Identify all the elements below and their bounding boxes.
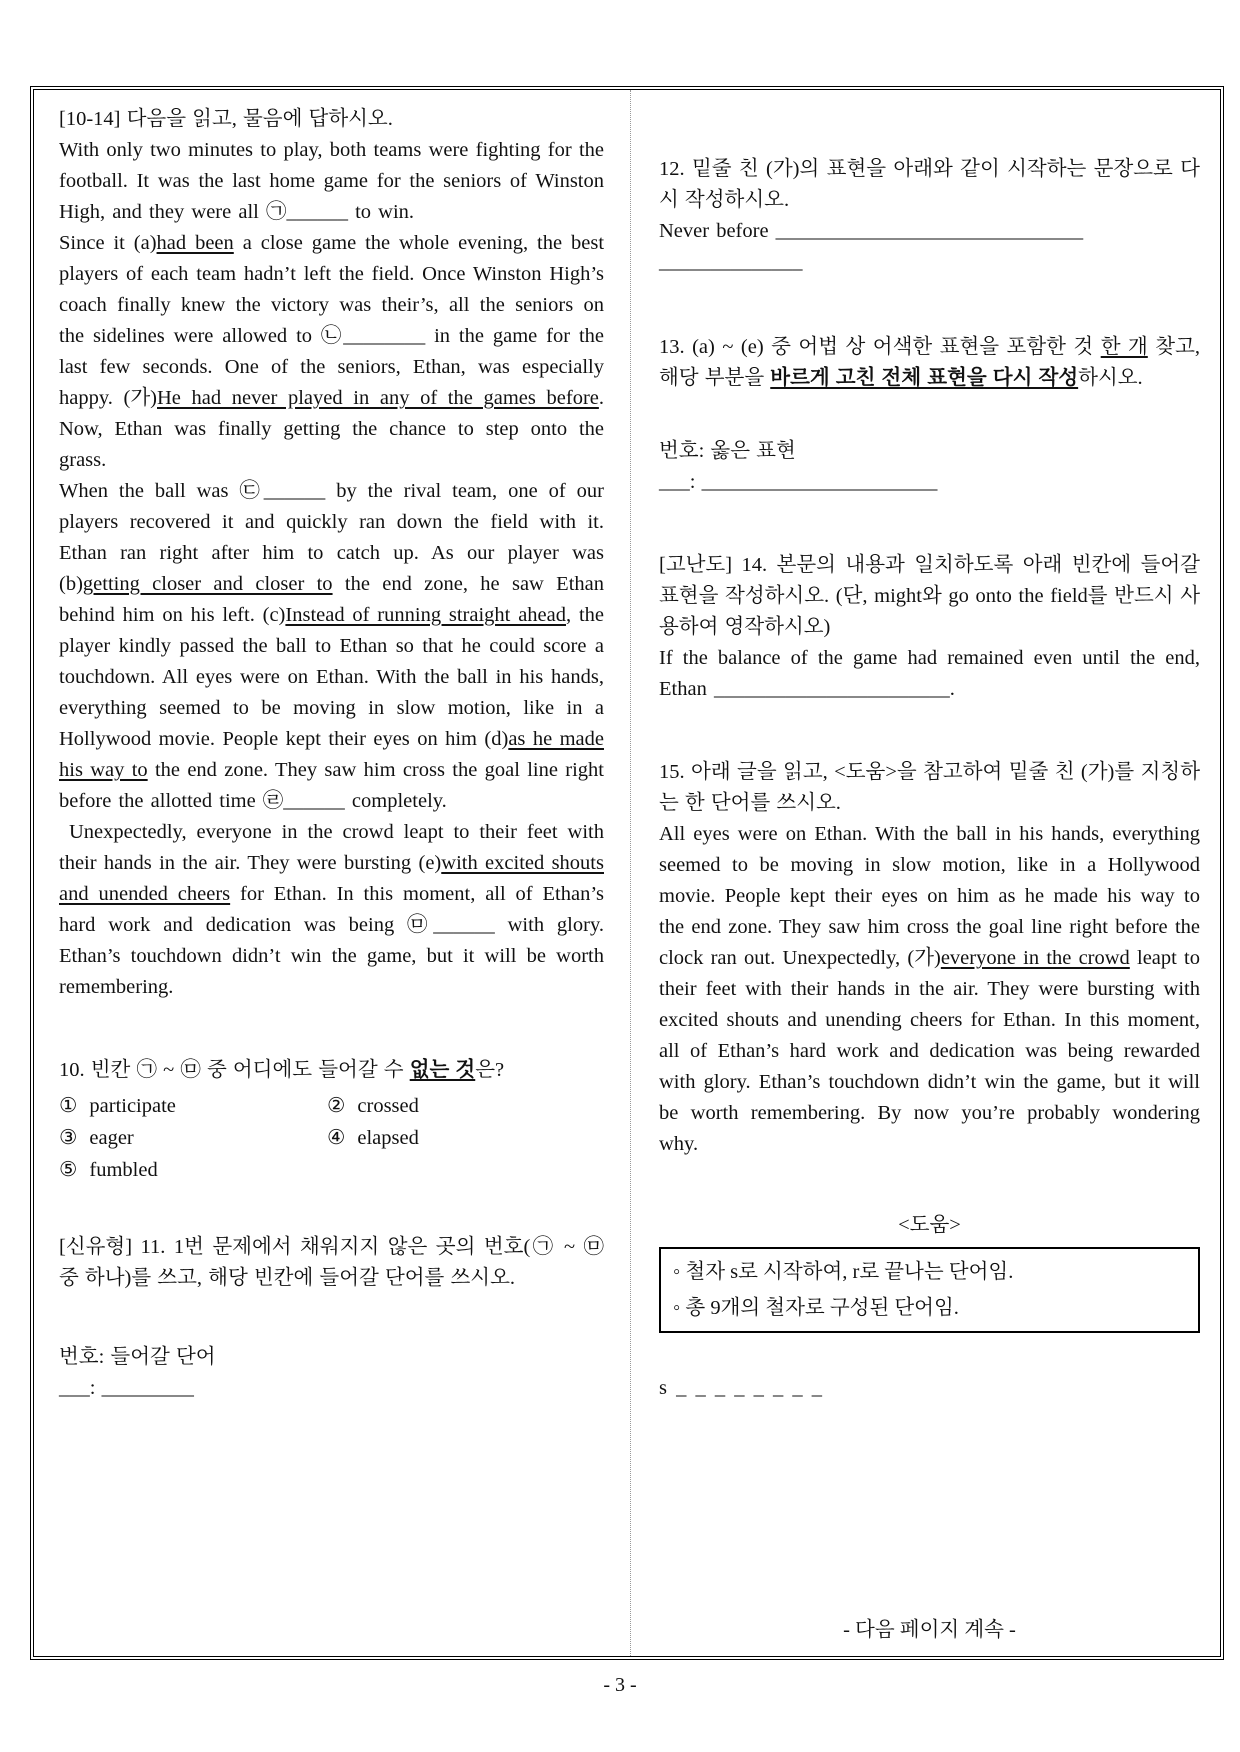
continued-next-page-note: - 다음 페이지 계속 -	[843, 1619, 1016, 1641]
question-11	[59, 1232, 604, 1294]
question-11-answer-blank: ___: _________	[59, 1377, 194, 1399]
question-15-passage	[659, 819, 1200, 1160]
help-box	[659, 1247, 1200, 1333]
passage-text-segment: 13. (a) ~ (e) 중 어법 상 어색한 표현을 포함한 것	[659, 336, 1101, 358]
option-1	[59, 1090, 327, 1122]
passage-text-segment: the end zone. They saw him cross the goal line right before the allotted time ㉣______ completely.	[59, 759, 604, 812]
answer-letter-hint: s _ _ _ _ _ _ _ _	[659, 1377, 824, 1399]
right-column	[631, 90, 1220, 1656]
question-10	[59, 1055, 604, 1186]
passage-underlined-segment: 한 개	[1100, 336, 1148, 358]
passage-text-segment: With only two minutes to play, both teams were fighting for the football. It was the last home game for the seniors of Winston High, and they were all ㉠______ to win.	[59, 139, 604, 223]
question-11-stem: [신유형] 11. 1번 문제에서 채워지지 않은 곳의 번호(㉠ ~ ㉤ 중 하나)를 쓰고, 해당 빈칸에 들어갈 단어를 쓰시오.	[59, 1236, 604, 1289]
passage-text-segment: 찾고, 해당 부분을	[659, 336, 1201, 389]
passage-underlined-segment: Instead of running straight ahead	[285, 604, 566, 626]
question-12-answer-line-1: Never before ______________________________	[659, 220, 1084, 242]
passage-text-segment: 은?	[475, 1059, 505, 1081]
passage-underlined-segment: everyone in the crowd	[940, 947, 1130, 969]
question-10-stem	[59, 1055, 604, 1086]
passage-text-segment: leapt to their feet with their hands in the air. They were bursting with excited shouts and unending cheers for Ethan. In this moment, all of Ethan’s hard work and dedication was being rewarded with glory. Ethan’s touchdown didn’t win the game, but it will be worth remembering. By now you’re probably wondering why.	[659, 947, 1200, 1155]
option-3	[59, 1122, 327, 1154]
option-4-number: ④	[327, 1127, 346, 1149]
question-12-answer-line-2: ______________	[659, 251, 803, 273]
question-12-stem: 12. 밑줄 친 (가)의 표현을 아래와 같이 시작하는 문장으로 다시 작성하시오.	[659, 158, 1200, 211]
passage-underlined-segment: 없는 것	[409, 1059, 476, 1081]
option-5-label: fumbled	[89, 1159, 158, 1181]
option-spacer	[327, 1154, 604, 1186]
question-14-stem: [고난도] 14. 본문의 내용과 일치하도록 아래 빈칸에 들어갈 표현을 작성하시오. (단, might와 go onto the field를 반드시 사용하여 영작하시오)	[659, 554, 1200, 638]
passage-paragraph	[59, 476, 604, 817]
question-14-body: If the balance of the game had remained even until the end, Ethan _______________________.	[659, 647, 1200, 700]
question-13-answer-label: 번호: 옳은 표현	[659, 440, 796, 462]
question-13	[659, 332, 1200, 394]
passage-underlined-segment: had been	[156, 232, 234, 254]
help-line-1: ◦ 철자 s로 시작하여, r로 끝나는 단어임.	[673, 1261, 1014, 1283]
section-header-10-14: [10-14] 다음을 읽고, 물음에 답하시오.	[59, 108, 393, 130]
option-4-label: elapsed	[357, 1127, 419, 1149]
option-5	[59, 1154, 327, 1186]
option-4	[327, 1122, 604, 1154]
passage-text-segment: the end zone, he saw Ethan behind him on his left. (c)	[59, 573, 604, 626]
passage-underlined-segment: 바르게 고친 전체 표현을 다시 작성	[770, 367, 1079, 389]
question-10-options	[59, 1090, 604, 1186]
passage-underlined-segment: as he made his way to	[59, 728, 604, 781]
passage-text-segment: 하시오.	[1078, 367, 1143, 389]
option-3-number: ③	[59, 1127, 78, 1149]
question-13-stem	[659, 332, 1200, 394]
option-2-label: crossed	[357, 1095, 419, 1117]
passage-text-segment: . Now, Ethan was finally getting the chance to step onto the grass.	[59, 387, 604, 471]
passage-underlined-segment: He had never played in any of the games before	[157, 387, 599, 409]
passage-10-14	[59, 135, 604, 1003]
question-15	[659, 757, 1200, 1160]
question-14	[659, 550, 1200, 705]
question-11-answer-area	[59, 1342, 604, 1404]
option-1-number: ①	[59, 1095, 78, 1117]
passage-text-segment: , the player kindly passed the ball to Ethan so that he could score a touchdown. All eyes were on Ethan. With the ball in his hands, everything seemed to be moving in slow motion, like in a Hollywood movie. People kept their eyes on him (d)	[59, 604, 604, 750]
question-13-answer-area	[659, 436, 1200, 498]
option-1-label: participate	[89, 1095, 176, 1117]
passage-text-segment: When the ball was ㉢______ by the rival team, one of our players recovered it and quickly ran down the field with it. Ethan ran right after him to catch up. As our player was (b)	[59, 480, 604, 595]
passage-text-segment: for Ethan. In this moment, all of Ethan’s hard work and dedication was being ㉤______ with glory. Ethan’s touchdown didn’t win the game, but it will be worth remembering.	[59, 883, 604, 998]
question-13-answer-blank: ___: _______________________	[659, 471, 938, 493]
option-2	[327, 1090, 604, 1122]
passage-underlined-segment: with excited shouts and unended cheers	[59, 852, 604, 905]
question-12	[659, 154, 1200, 278]
passage-paragraph	[59, 135, 604, 228]
passage-text-segment: Unexpectedly, everyone in the crowd leapt to their feet with their hands in the air. They were bursting (e)	[59, 821, 604, 874]
passage-text-segment: All eyes were on Ethan. With the ball in his hands, everything seemed to be moving in slow motion, like in a Hollywood movie. People kept their eyes on him as he made his way to the end zone. They saw him cross the goal line right before the clock ran out. Unexpectedly, (가)	[659, 823, 1200, 969]
passage-text-segment: Since it (a)	[59, 232, 157, 254]
option-5-number: ⑤	[59, 1159, 78, 1181]
question-15-stem: 15. 아래 글을 읽고, <도움>을 참고하여 밑줄 친 (가)를 지칭하는 한 단어를 쓰시오.	[659, 761, 1200, 814]
passage-underlined-segment: getting closer and closer to	[82, 573, 333, 595]
passage-paragraph	[59, 817, 604, 1003]
option-2-number: ②	[327, 1095, 346, 1117]
option-3-label: eager	[89, 1127, 134, 1149]
passage-paragraph	[59, 228, 604, 476]
help-line-2: ◦ 총 9개의 철자로 구성된 단어임.	[673, 1297, 959, 1319]
help-title: <도움>	[898, 1214, 961, 1236]
passage-text-segment: a close game the whole evening, the best players of each team hadn’t left the field. Once Winston High’s coach finally knew the victory was their’s, all the seniors on the sidelines were allowed to ㉡________ in the game for the last few seconds. One of the seniors, Ethan, was especially happy. (가)	[59, 232, 605, 409]
exam-content-frame	[30, 86, 1224, 1660]
page-number: - 3 -	[603, 1674, 637, 1696]
left-column	[34, 90, 631, 1656]
passage-text-segment: 10. 빈칸 ㉠ ~ ㉤ 중 어디에도 들어갈 수	[59, 1059, 410, 1081]
question-11-answer-label: 번호: 들어갈 단어	[59, 1346, 216, 1368]
